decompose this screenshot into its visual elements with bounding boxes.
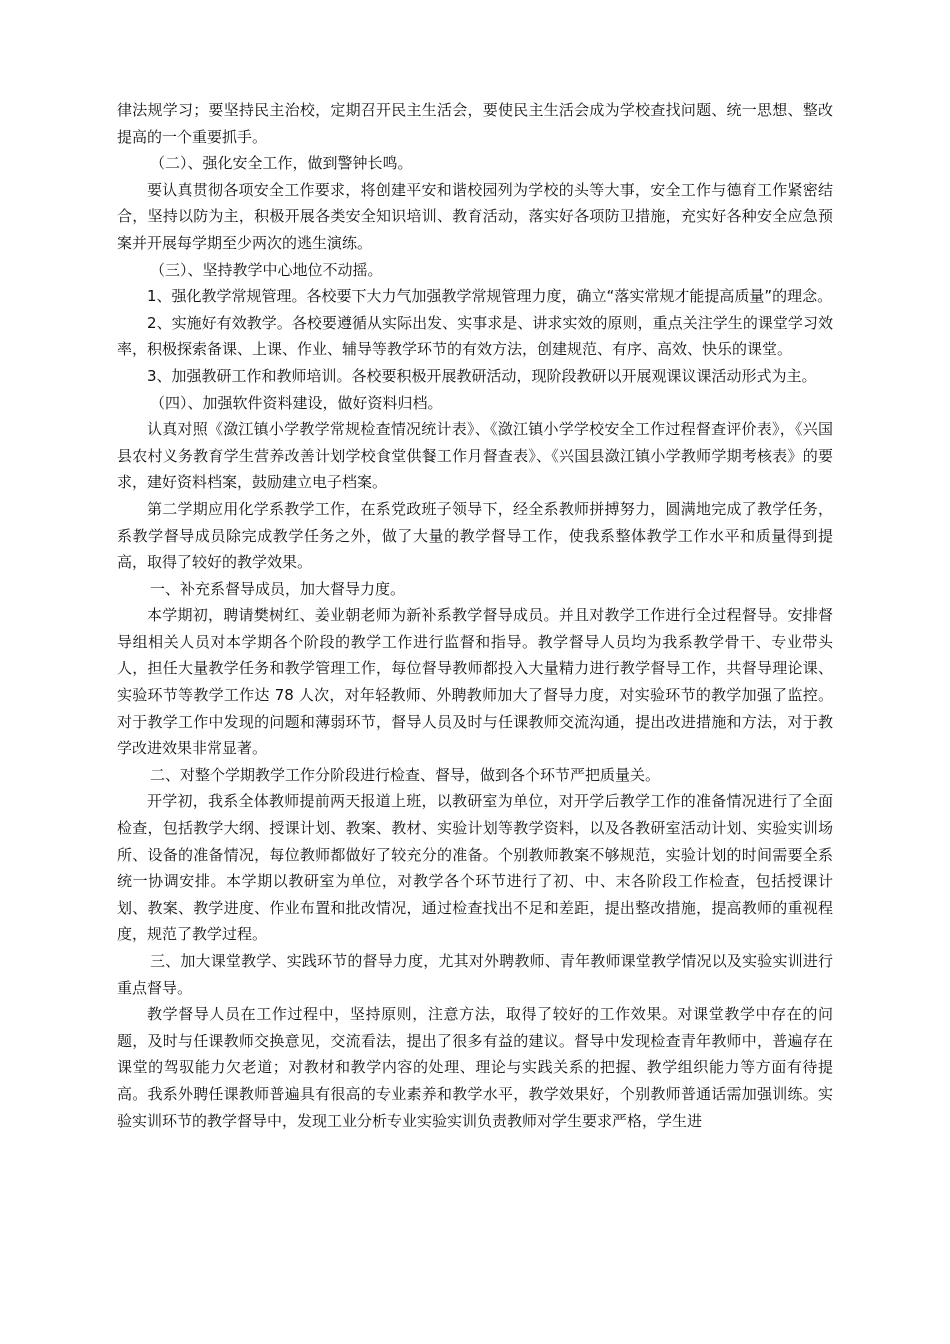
document-page [117,97,833,1134]
paragraph-teacher-training: 3、加强教研工作和教师培训。各校要积极开展教研活动，现阶段教研以开展观课议课活动形式为主。 [147,366,817,385]
section-heading-safety: （二）、强化安全工作，做到警钟长鸣。 [150,154,413,173]
section-heading-teaching: （三）、坚持教学中心地位不动摇。 [150,260,383,279]
paragraph-effective-teaching: 2、实施好有效教学。各校要遵循从实际出发、实事求是、讲求实效的原则，重点关注学生的课堂学习效率，积极探索备课、上课、作业、辅导等教学环节的有效方法，创建规范、有序、高效、快乐的课堂。 [117,313,833,359]
paragraph-safety: 要认真贯彻各项安全工作要求，将创建平安和谐校园列为学校的头等大事，安全工作与德育工作紧密结合，坚持以防为主，积极开展各类安全知识培训、教育活动，落实好各项防卫措施，充实好各种安全应急预案并开展每学期至少两次的逃生演练。 [117,180,833,252]
section-heading-supervisors: 一、补充系督导成员，加大督导力度。 [150,579,406,598]
paragraph-routine-management: 1、强化教学常规管理。各校要下大力气加强教学常规管理力度，确立“落实常规才能提高质量”的理念。 [147,287,833,306]
section-heading-archives: （四）、加强软件资料建设，做好资料归档。 [150,393,443,412]
section-heading-classroom: 三、加大课堂教学、实践环节的督导力度，尤其对外聘教师、青年教师课堂教学情况以及实验实训进行重点督导。 [117,952,833,997]
paragraph-archives: 认真对照《潋江镇小学教学常规检查情况统计表》、《潋江镇小学学校安全工作过程督查评价表》，《兴国县农村义务教育学生营养改善计划学校食堂供餐工作月督查表》、《兴国县潋江镇小学教师学期考核表》的要求，建好资料档案，鼓励建立电子档案。 [117,420,833,492]
paragraph-semester-summary: 第二学期应用化学系教学工作，在系党政班子领导下，经全系教师拼搏努力，圆满地完成了教学任务，系教学督导成员除完成教学任务之外，做了大量的教学督导工作，使我系整体教学工作水平和质量得到提高，取得了较好的教学效果。 [117,499,833,572]
section-heading-inspection: 二、对整个学期教学工作分阶段进行检查、督导，做到各个环节严把质量关。 [150,765,661,784]
paragraph-supervisors: 本学期初，聘请樊树红、姜业朝老师为新补系教学督导成员。并且对教学工作进行全过程督导。安排督导组相关人员对本学期各个阶段的教学工作进行监督和指导。教学督导人员均为我系教学骨干、专业带头人，担任大量教学任务和教学管理工作，每位督导教师都投入大量精力进行教学督导工作，共督导理论课、实验环节等教学工作达 78 人次，对年轻教师、外聘教师加大了督导力度，对实验环节的教学加强了监控。对于教学工作中发现的问题和薄弱环节，督导人员及时与任课教师交流沟通，提出改进措施和方法，对于教学改进效果非常显著。 [117,606,833,758]
paragraph-classroom: 教学督导人员在工作过程中，坚持原则，注意方法，取得了较好的工作效果。对课堂教学中存在的问题，及时与任课教师交换意见，交流看法，提出了很多有益的建议。督导中发现检查青年教师中，普遍存在课堂的驾驭能力欠老道；对教材和教学内容的处理、理论与实践关系的把握、教学组织能力等方面有待提高。我系外聘任课教师普遍具有很高的专业素养和教学水平，教学效果好，个别教师普通话需加强训练。实验实训环节的教学督导中，发现工业分析专业实验实训负责教师对学生要求严格，学生进 [117,1005,833,1130]
paragraph-continued: 律法规学习；要坚持民主治校，定期召开民主生活会，要使民主生活会成为学校查找问题、统一思想、整改提高的一个重要抓手。 [117,101,833,146]
paragraph-inspection: 开学初，我系全体教师提前两天报道上班，以教研室为单位，对开学后教学工作的准备情况进行了全面检查，包括教学大纲、授课计划、教案、教材、实验计划等教学资料，以及各教研室活动计划、实验实训场所、设备的准备情况，每位教师都做好了较充分的准备。个别教师教案不够规范，实验计划的时间需要全系统一协调安排。本学期以教研室为单位，对教学各个环节进行了初、中、末各阶段工作检查，包括授课计划、教案、教学进度、作业布置和批改情况，通过检查找出不足和差距，提出整改措施，提高教师的重视程度，规范了教学过程。 [117,792,833,944]
